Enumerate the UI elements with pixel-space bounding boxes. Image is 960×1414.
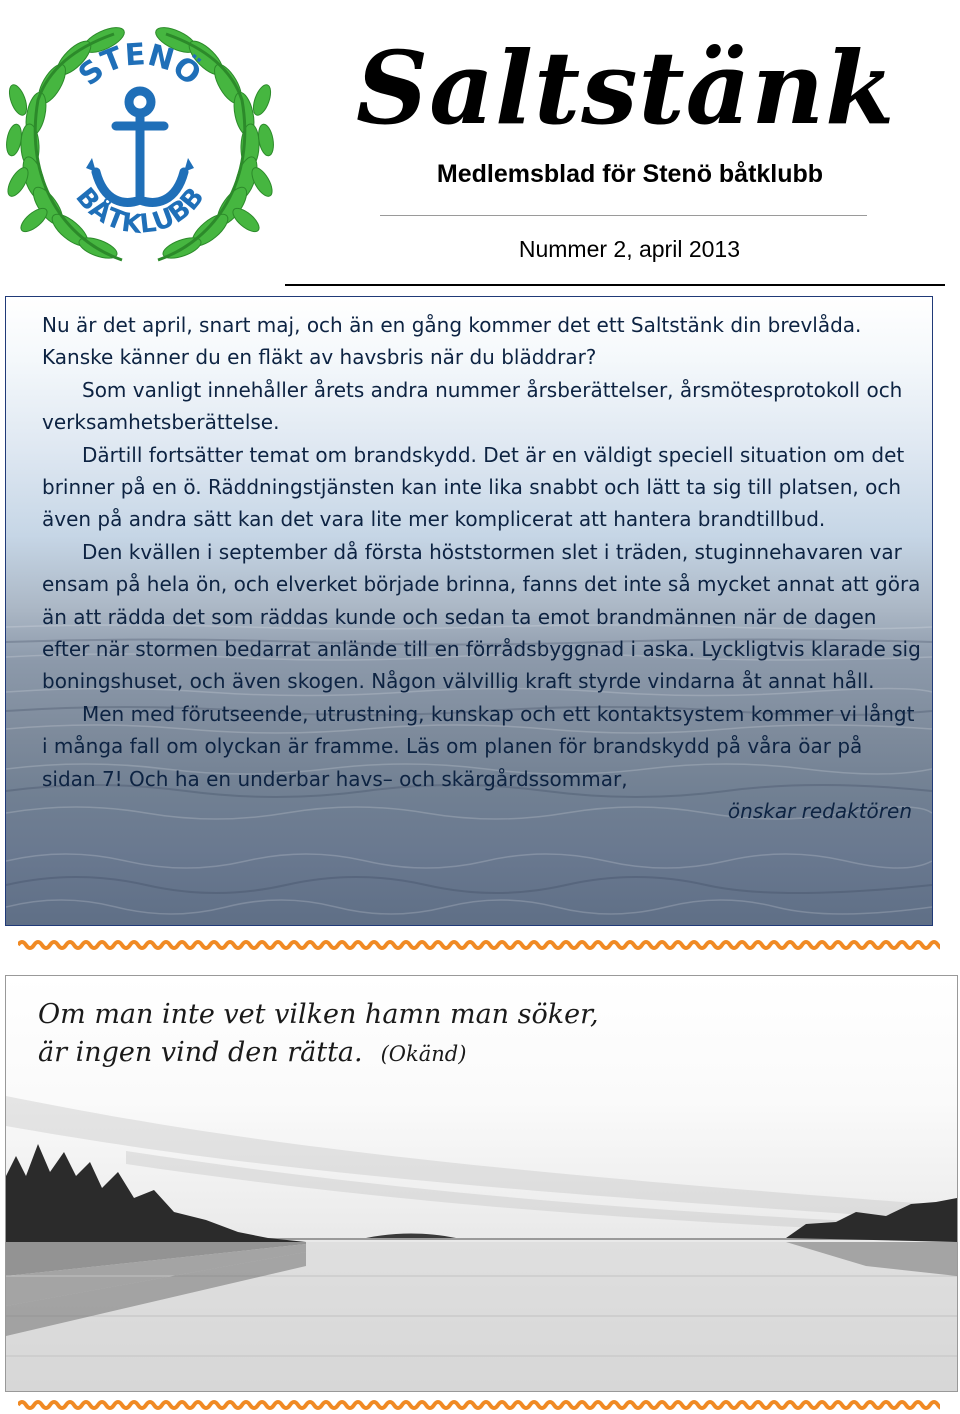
logo-bottom-text: BÅTKLUBB xyxy=(69,182,211,241)
wave-divider-icon xyxy=(18,1398,940,1412)
laurel-wreath-icon xyxy=(4,10,276,278)
issue-number: Nummer 2, april 2013 xyxy=(518,236,740,262)
editorial-paragraph-3: Därtill fortsätter temat om brandskydd. Det är en väldigt speciell situation om det brinner på en ö. Räddningstjänsten kan inte lika snabbt och lätt ta sig till platsen, och även på andra sätt kan det vara lite mer komplicerat att hantera brandtillbud. xyxy=(42,442,905,532)
subtitle-divider xyxy=(380,215,867,216)
editorial-paragraph-5: Men med förutseende, utrustning, kunskap och ett kontaktsystem kommer vi långt i många fall om olyckan är framme. Läs om planen för brandskydd på våra öar på sidan 7! Och ha en underbar havs– och skärgårdssommar, xyxy=(42,701,915,791)
newsletter-title: Saltstänk xyxy=(356,29,896,147)
editorial-text xyxy=(42,309,922,828)
newsletter-subtitle: Medlemsblad för Stenö båtklubb xyxy=(436,160,824,188)
editorial-paragraph-2: Som vanligt innehåller årets andra nummer årsberättelser, årsmötesprotokoll och verksamhetsberättelse. xyxy=(42,377,903,435)
header-divider xyxy=(285,284,945,286)
quote-line-1: Om man inte vet vilken hamn man söker, xyxy=(38,999,599,1030)
quote-line-2: är ingen vind den rätta. xyxy=(38,1037,363,1068)
quote-attribution: (Okänd) xyxy=(380,1042,467,1066)
quote-text xyxy=(38,996,738,1073)
club-logo xyxy=(4,10,276,278)
anchor-icon xyxy=(96,91,184,202)
logo-top-text: STENÖ xyxy=(72,37,208,93)
quote-photo-box xyxy=(5,975,958,1392)
editorial-paragraph-1: Nu är det april, snart maj, och än en gång kommer det ett Saltstänk din brevlåda. Kanske känner du en fläkt av havsbris när du bläddrar? xyxy=(42,313,862,370)
editorial-signature: önskar redaktören xyxy=(727,799,912,824)
editorial-paragraph-4: Den kvällen i september då första höststormen slet i träden, stuginnehavaren var ensam på hela ön, och elverket började brinna, fanns det inte så mycket annat att göra än att rädda det som räddas kunde och sedan ta emot brandmännen när de dagen efter när stormen bedarrat anlände till en förrådsbyggnad i aska. Lyckligtvis klarade sig boningshuset, och även skogen. Någon välvillig kraft styrde vindarna åt annat håll. xyxy=(42,539,921,694)
wave-divider-icon xyxy=(18,938,940,952)
editorial-box xyxy=(5,296,933,926)
